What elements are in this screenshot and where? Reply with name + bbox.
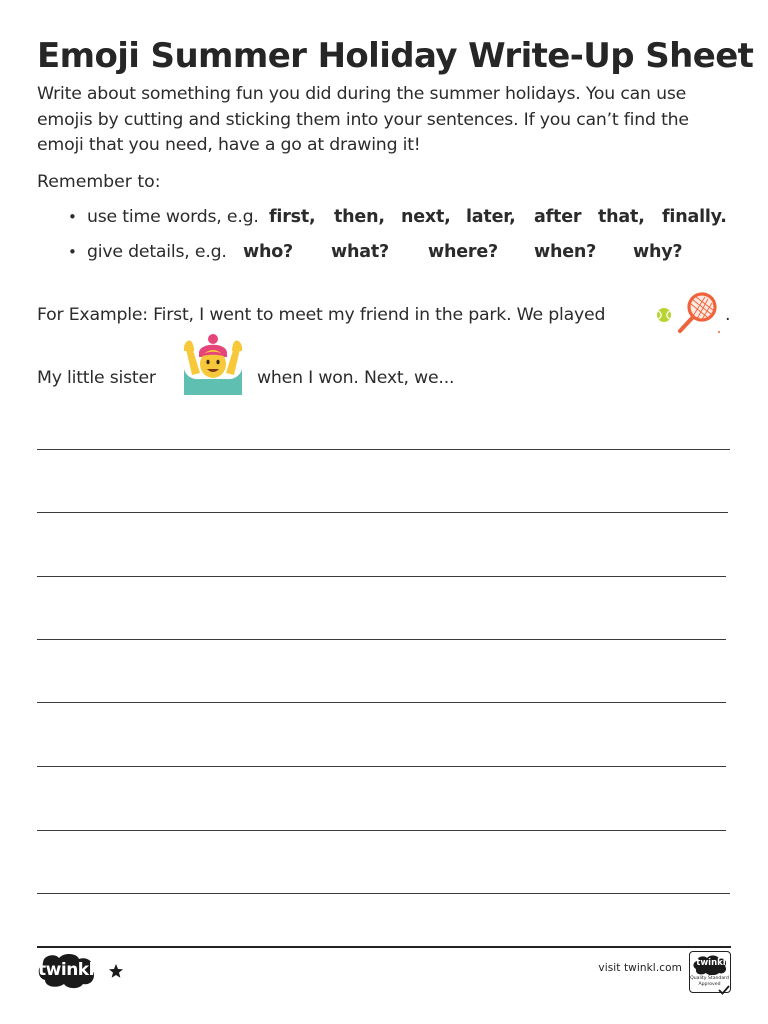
brand-name: twinkl (38, 960, 94, 980)
keyword: first, (269, 207, 316, 227)
example-line-2-start: My little sister (37, 368, 156, 388)
writing-line[interactable] (37, 702, 726, 703)
bullet-marker: • (68, 243, 77, 261)
example-line-1: For Example: First, I went to meet my friend in the park. We played (37, 305, 606, 325)
footer-url[interactable]: visit twinkl.com (598, 962, 682, 974)
intro-paragraph: Write about something fun you did during the summer holidays. You can use emojis by cutting and sticking them into your sentences. If you can’t find the emoji that you need, have a go at drawing it! (37, 84, 689, 155)
writing-line[interactable] (37, 893, 730, 894)
keyword: why? (633, 242, 683, 262)
bullet-lead-text: use time words, e.g. (87, 207, 259, 227)
example-line-2-end: when I won. Next, we... (257, 368, 455, 388)
badge-caption-line-1: Quality Standard (690, 976, 729, 981)
tennis-racket-icon (674, 290, 722, 340)
writing-line[interactable] (37, 639, 726, 640)
badge-brand: twinkl (696, 958, 726, 968)
quality-badge (689, 951, 731, 993)
writing-line[interactable] (37, 766, 726, 767)
badge-caption-line-2: Approved (698, 982, 721, 987)
twinkl-logo[interactable] (37, 953, 97, 989)
tennis-ball-icon (656, 307, 672, 327)
example-line-1-end: . (725, 305, 731, 325)
person-raising-hands-icon (180, 333, 246, 399)
checkmark-icon (718, 980, 730, 999)
star-icon (108, 963, 124, 983)
keyword: what? (331, 242, 389, 262)
keyword: where? (428, 242, 498, 262)
bullet-time-words (68, 203, 734, 231)
bullet-marker: • (68, 208, 77, 226)
keyword: finally. (662, 207, 727, 227)
writing-line[interactable] (37, 449, 730, 450)
page-title: Emoji Summer Holiday Write-Up Sheet (37, 36, 754, 76)
bullet-lead-text: give details, e.g. (87, 242, 227, 262)
keyword: when? (534, 242, 597, 262)
keyword: that, (598, 207, 645, 227)
writing-line[interactable] (37, 830, 726, 831)
writing-line[interactable] (37, 576, 726, 577)
keyword: later, (466, 207, 516, 227)
keyword: next, (401, 207, 451, 227)
writing-line[interactable] (37, 512, 728, 513)
remember-label: Remember to: (37, 172, 161, 192)
keyword: then, (334, 207, 385, 227)
keyword: who? (243, 242, 293, 262)
keyword: after (534, 207, 582, 227)
bullet-details (68, 238, 734, 266)
footer-divider (37, 946, 731, 948)
